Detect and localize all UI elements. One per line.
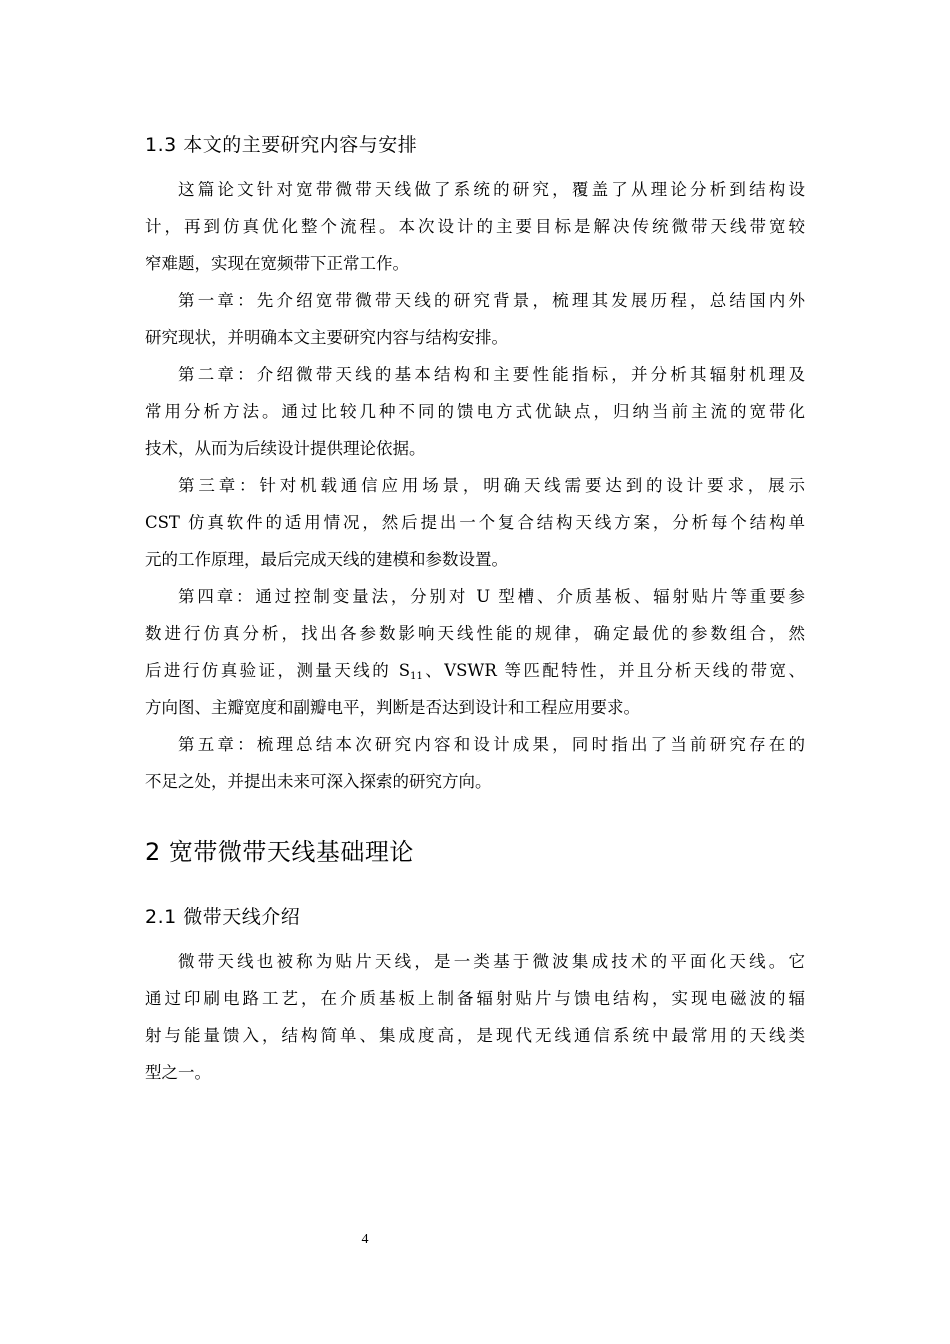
paragraph-line-with-subscript [145,661,805,681]
chapter-heading-2: 2 宽带微带天线基础理论 [145,838,414,866]
paragraph-line: 通过印刷电路工艺，在介质基板上制备辐射贴片与馈电结构，实现电磁波的辐 [145,989,805,1008]
section-heading-1-3: 1.3 本文的主要研究内容与安排 [145,134,418,156]
paragraph-line: 第二章：介绍微带天线的基本结构和主要性能指标，并分析其辐射机理及 [178,365,805,384]
paragraph-line: 研究现状，并明确本文主要研究内容与结构安排。 [145,328,508,347]
paragraph-line: 第五章：梳理总结本次研究内容和设计成果，同时指出了当前研究存在的 [178,735,805,754]
paragraph-line: 第一章：先介绍宽带微带天线的研究背景，梳理其发展历程，总结国内外 [178,291,805,310]
paragraph-line: 窄难题，实现在宽频带下正常工作。 [145,254,409,273]
paragraph-line: 第四章：通过控制变量法，分别对 U 型槽、介质基板、辐射贴片等重要参 [178,587,805,606]
line-text-post: 、VSWR 等匹配特性，并且分析天线的带宽、 [422,661,805,680]
section-heading-2-1: 2.1 微带天线介绍 [145,906,301,928]
paragraph-line: 常用分析方法。通过比较几种不同的馈电方式优缺点，归纳当前主流的宽带化 [145,402,805,421]
paragraph-line: 计，再到仿真优化整个流程。本次设计的主要目标是解决传统微带天线带宽较 [145,217,805,236]
paragraph-line: 微带天线也被称为贴片天线，是一类基于微波集成技术的平面化天线。它 [178,952,805,971]
paragraph-line: 方向图、主瓣宽度和副瓣电平，判断是否达到设计和工程应用要求。 [145,698,640,717]
subscript: 11 [410,671,423,681]
paragraph-line: 型之一。 [145,1063,211,1082]
paragraph-line: 技术，从而为后续设计提供理论依据。 [145,439,426,458]
paragraph-line: 元的工作原理，最后完成天线的建模和参数设置。 [145,550,508,569]
line-text-pre: 后进行仿真验证，测量天线的 S [145,661,411,680]
paragraph-line: 数进行仿真分析，找出各参数影响天线性能的规律，确定最优的参数组合，然 [145,624,805,643]
paragraph-line: 不足之处，并提出未来可深入探索的研究方向。 [145,772,492,791]
page-number: 4 [361,1232,369,1247]
paragraph-line: 第三章：针对机载通信应用场景，明确天线需要达到的设计要求，展示 [178,476,805,495]
paragraph-line: 射与能量馈入，结构简单、集成度高，是现代无线通信系统中最常用的天线类 [145,1026,805,1045]
paragraph-line: CST 仿真软件的适用情况，然后提出一个复合结构天线方案，分析每个结构单 [145,513,805,532]
paragraph-line: 这篇论文针对宽带微带天线做了系统的研究，覆盖了从理论分析到结构设 [178,180,805,199]
